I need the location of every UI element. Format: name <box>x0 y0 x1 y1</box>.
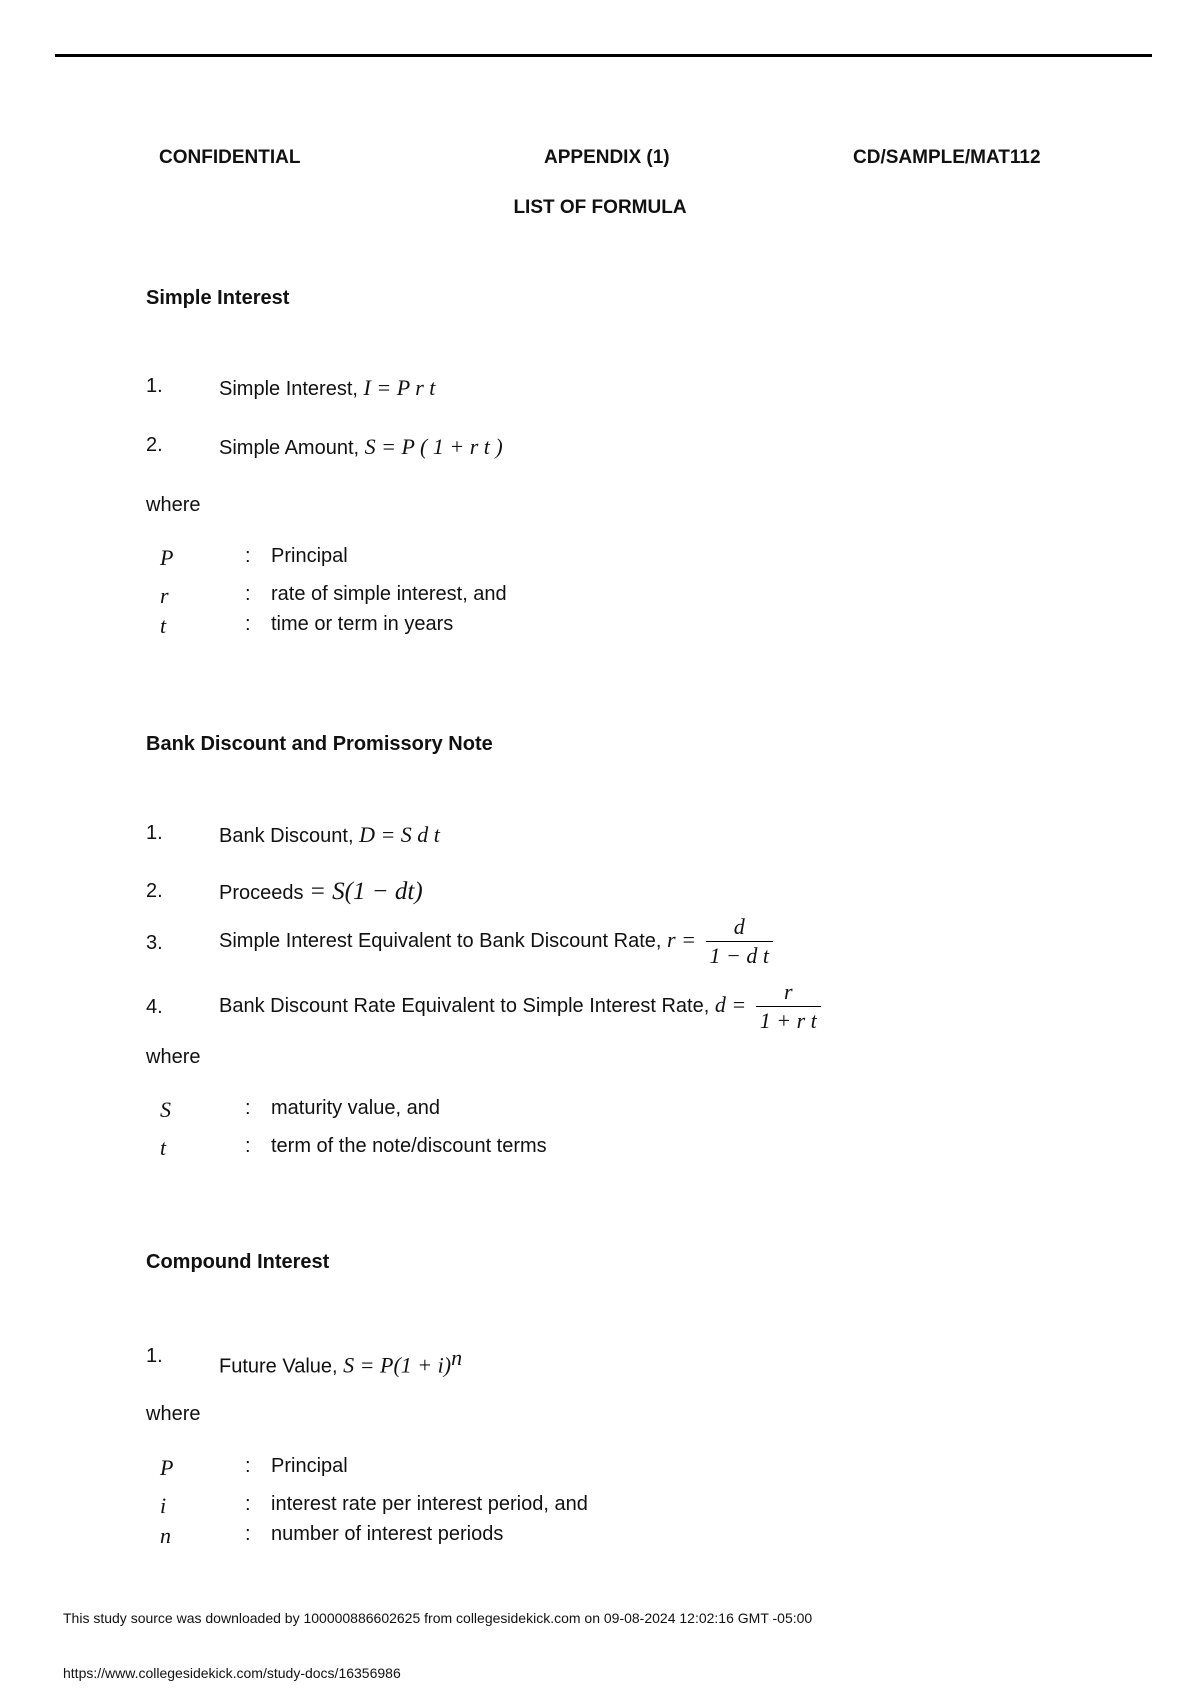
definition-symbol: n <box>160 1523 171 1548</box>
formula-bank-discount-rate-equivalent <box>219 980 821 1033</box>
definition-colon: : <box>245 1523 251 1545</box>
definition-symbol: P <box>160 1455 174 1480</box>
fraction <box>756 980 821 1033</box>
formula-expression: I = P r t <box>363 375 436 400</box>
header-course-code: CD/SAMPLE/MAT112 <box>853 147 1041 168</box>
item-number: 1. <box>146 375 163 397</box>
definition-text: interest rate per interest period, and <box>271 1493 588 1515</box>
source-url-link[interactable]: https://www.collegesidekick.com/study-docs/16356986 <box>63 1665 401 1681</box>
formula-label: Simple Amount, <box>219 437 360 459</box>
item-number: 2. <box>146 434 163 456</box>
formula-expression: S = P ( 1 + r t ) <box>364 434 503 459</box>
where-label: where <box>146 494 201 516</box>
item-number: 1. <box>146 822 163 844</box>
definition-colon: : <box>245 1135 251 1157</box>
item-number: 4. <box>146 996 163 1018</box>
formula-expression: S = P(1 + i) <box>343 1352 452 1378</box>
formula-future-value <box>219 1345 462 1379</box>
page-title: LIST OF FORMULA <box>513 197 687 218</box>
definition-colon: : <box>245 613 251 635</box>
definition-text: Principal <box>271 1455 348 1477</box>
definition-text: maturity value, and <box>271 1097 440 1119</box>
top-rule <box>55 54 1152 57</box>
definition-colon: : <box>245 1493 251 1515</box>
formula-expression: = S(1 − dt) <box>309 878 423 905</box>
definition-text: rate of simple interest, and <box>271 583 507 605</box>
formula-simple-amount <box>219 434 503 460</box>
header-appendix: APPENDIX (1) <box>544 147 670 168</box>
formula-simple-interest-equivalent <box>219 915 773 968</box>
formula-label: Simple Interest Equivalent to Bank Discount Rate, <box>219 929 662 952</box>
definition-text: Principal <box>271 545 348 567</box>
formula-label: Bank Discount, <box>219 825 354 847</box>
fraction <box>706 915 773 968</box>
item-number: 1. <box>146 1345 163 1367</box>
formula-lhs: d = <box>714 991 747 1017</box>
section-heading-compound-interest: Compound Interest <box>146 1251 330 1273</box>
formula-simple-interest <box>219 375 435 401</box>
definition-symbol: t <box>160 613 167 638</box>
header-confidential: CONFIDENTIAL <box>159 147 301 168</box>
where-label: where <box>146 1046 201 1068</box>
formula-lhs: r = <box>667 926 696 952</box>
definition-symbol: i <box>160 1493 167 1518</box>
formula-exponent: n <box>451 1345 463 1370</box>
fraction-denominator: 1 − d t <box>709 943 769 968</box>
definition-text: number of interest periods <box>271 1523 504 1545</box>
definition-symbol: P <box>160 545 174 570</box>
fraction-denominator: 1 + r t <box>759 1008 817 1033</box>
definition-text: term of the note/discount terms <box>271 1135 547 1157</box>
formula-label: Proceeds <box>219 882 304 904</box>
item-number: 3. <box>146 932 163 954</box>
fraction-numerator: r <box>756 980 821 1007</box>
definition-colon: : <box>245 1455 251 1477</box>
section-heading-simple-interest: Simple Interest <box>146 287 290 309</box>
definition-colon: : <box>245 1097 251 1119</box>
where-label: where <box>146 1403 201 1425</box>
definition-symbol: t <box>160 1135 167 1160</box>
formula-label: Future Value, <box>219 1355 338 1378</box>
definition-colon: : <box>245 545 251 567</box>
definition-symbol: r <box>160 583 169 608</box>
definition-colon: : <box>245 583 251 605</box>
item-number: 2. <box>146 880 163 902</box>
definition-text: time or term in years <box>271 613 454 635</box>
formula-label: Bank Discount Rate Equivalent to Simple Interest Rate, <box>219 994 710 1017</box>
formula-proceeds <box>219 878 423 906</box>
fraction-numerator: d <box>706 915 773 942</box>
section-heading-bank-discount: Bank Discount and Promissory Note <box>146 733 493 755</box>
formula-bank-discount <box>219 822 440 848</box>
formula-label: Simple Interest, <box>219 378 358 400</box>
download-notice: This study source was downloaded by 100000886602625 from collegesidekick.com on 09-08-2024 12:02:16 GMT -05:00 <box>63 1610 813 1626</box>
formula-expression: D = S d t <box>359 822 440 847</box>
definition-symbol: S <box>160 1097 171 1122</box>
